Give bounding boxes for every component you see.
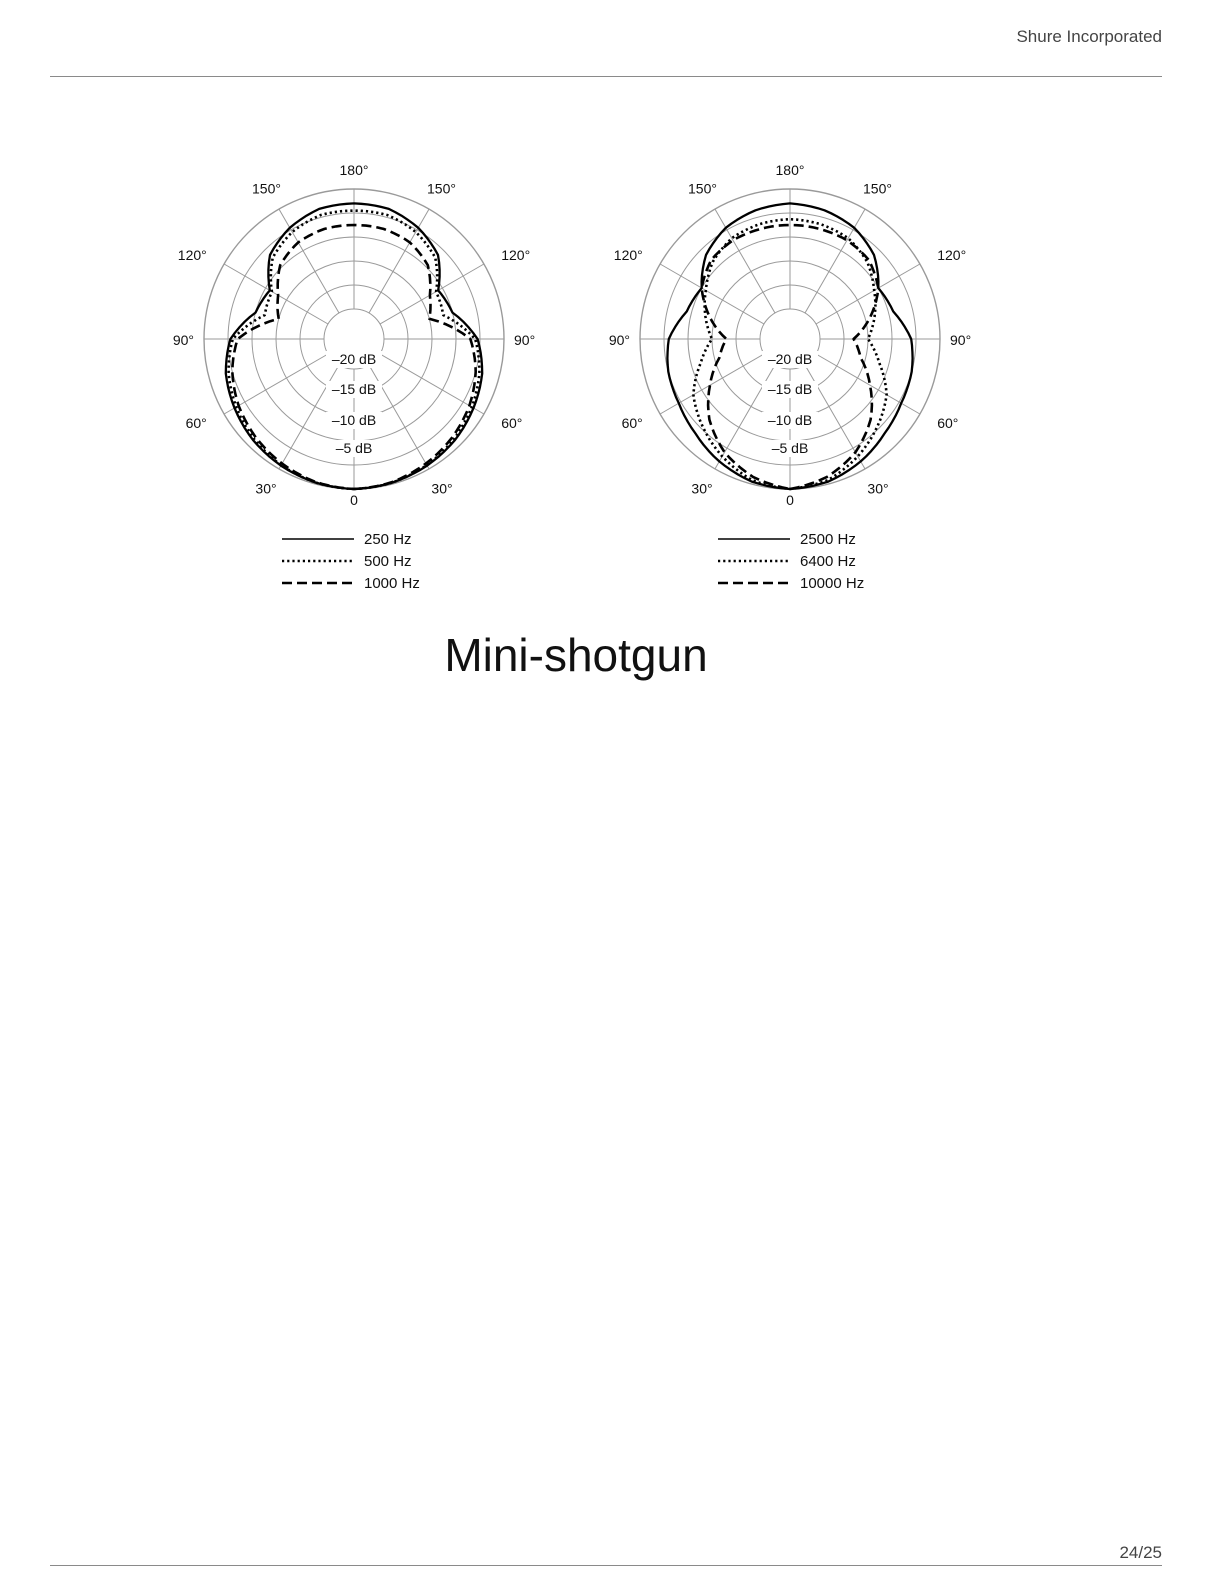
angle-label: 90° [172,332,194,348]
angle-label: 150° [427,180,456,197]
angle-label: 60° [937,415,959,431]
polar-chart-svg-high [590,150,990,610]
ring-label: –20 dB [331,351,377,367]
angle-label: 30° [867,480,889,497]
legend-label: 10000 Hz [800,575,865,592]
angle-label: 180° [339,162,369,178]
polar-pattern-chart-high [590,150,990,610]
angle-label: 30° [691,480,713,497]
angle-label: 90° [950,332,972,348]
ring-label: –10 dB [767,412,813,428]
ring-label: –15 dB [767,381,813,397]
footer-divider [50,1565,1162,1566]
legend-label: 500 Hz [364,553,412,570]
ring-label: –5 dB [771,440,809,456]
angle-label: 150° [863,180,892,197]
angle-label: 120° [177,247,207,263]
legend-label: 2500 Hz [800,531,856,548]
angle-label: 180° [775,162,805,178]
polar-chart-svg-low [154,150,554,610]
angle-label: 150° [688,180,717,197]
angle-label: 120° [937,247,967,263]
page-number: 24/25 [1119,1543,1162,1562]
angle-label: 120° [501,247,531,263]
angle-label: 0 [786,492,794,508]
angle-label: 0 [350,492,358,508]
header-company-name: Shure Incorporated [1016,27,1162,46]
legend-label: 250 Hz [364,531,412,548]
angle-label: 120° [613,247,643,263]
angle-label: 60° [501,415,523,431]
angle-label: 30° [255,480,277,497]
ring-label: –15 dB [331,381,377,397]
legend-label: 6400 Hz [800,553,856,570]
ring-label: –5 dB [335,440,373,456]
angle-label: 150° [252,180,281,197]
angle-label: 90° [514,332,536,348]
angle-label: 30° [431,480,453,497]
legend-label: 1000 Hz [364,575,420,592]
angle-label: 60° [621,415,643,431]
header-divider [50,76,1162,77]
angle-label: 60° [185,415,207,431]
pattern-caption: Mini-shotgun [444,629,708,681]
ring-label: –10 dB [331,412,377,428]
ring-label: –20 dB [767,351,813,367]
angle-label: 90° [608,332,630,348]
polar-pattern-chart-low [154,150,554,610]
